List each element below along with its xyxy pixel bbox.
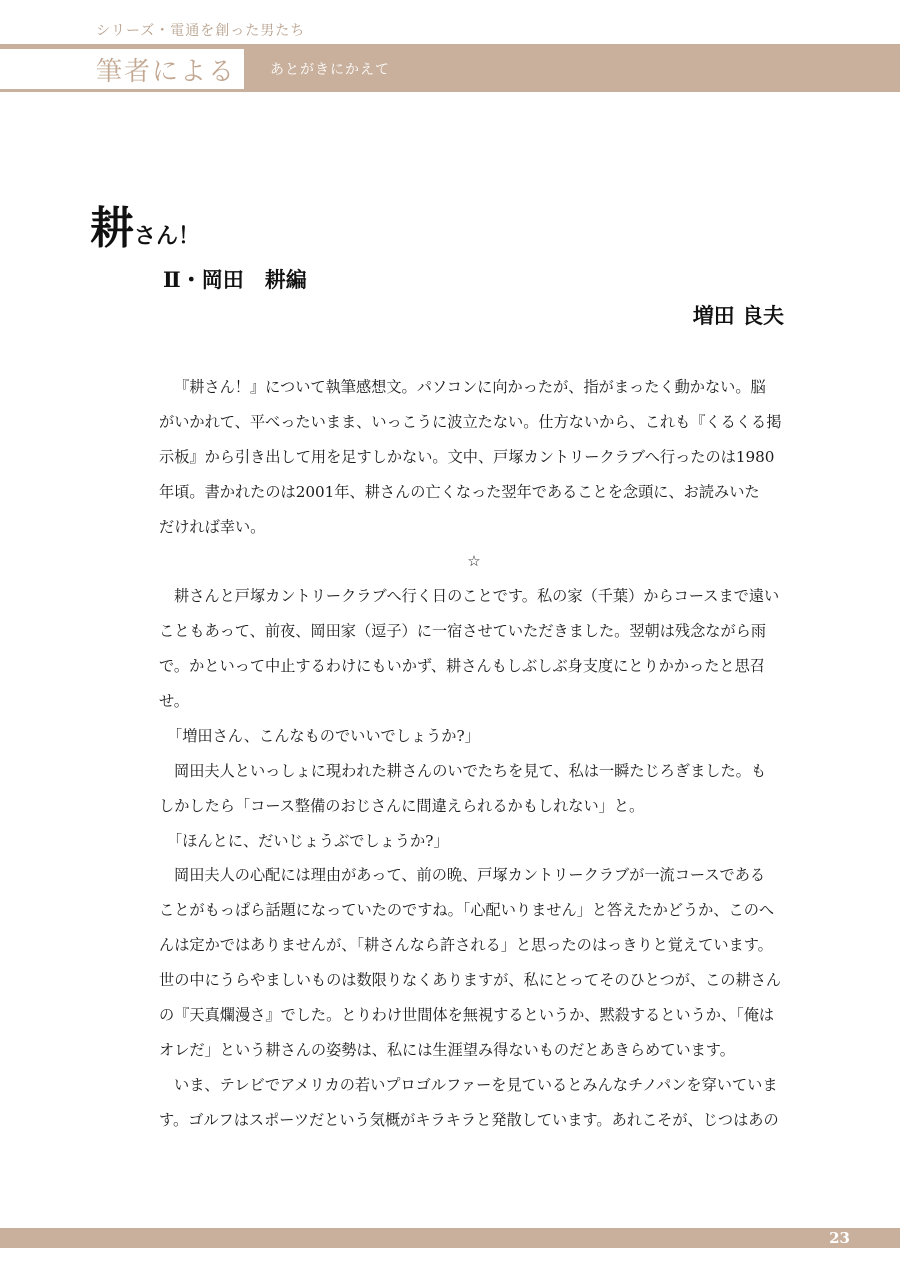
section-divider-star: ☆ bbox=[467, 552, 481, 571]
header-band bbox=[0, 44, 900, 92]
body-line: 世の中にうらやましいものは数限りなくありますが、私にとってそのひとつが、この耕さん bbox=[159, 971, 782, 990]
body-line: いま、テレビでアメリカの若いプロゴルファーを見ているとみんなチノパンを穿いていま bbox=[174, 1075, 778, 1094]
series-title: シリーズ・電通を創った男たち bbox=[96, 23, 306, 39]
body-line: しかしたら「コース整備のおじさんに間違えられるかもしれない」と。 bbox=[159, 796, 645, 815]
body-line: 耕さんと戸塚カントリークラブへ行く日のことです。私の家（千葉）からコースまで遠い bbox=[174, 587, 780, 606]
article-body bbox=[159, 370, 789, 1138]
footer-band bbox=[0, 1228, 900, 1248]
body-line: オレだ」という耕さんの姿勢は、私には生涯望み得ないものだとあきらめています。 bbox=[159, 1040, 735, 1059]
body-line: がいかれて、平べったいまま、いっこうに波立たない。仕方ないから、これも『くるくる掲 bbox=[159, 412, 782, 431]
body-line: で。かといって中止するわけにもいかず、耕さんもしぶしぶ身支度にとりかかったと思召 bbox=[159, 657, 765, 676]
body-line: んは定かではありませんが、「耕さんなら許される」と思ったのはっきりと覚えています。 bbox=[159, 936, 773, 955]
body-line: 「ほんとに、だいじょうぶでしょうか?」 bbox=[167, 831, 449, 850]
section-box bbox=[0, 48, 244, 90]
body-line: 岡田夫人といっしょに現われた耕さんのいでたちを見て、私は一瞬たじろぎました。も bbox=[174, 761, 767, 780]
body-line: の『天真爛漫さ』でした。とりわけ世間体を無視するというか、黙殺するというか、「俺は bbox=[159, 1006, 775, 1025]
body-line: 『耕さん！』について執筆感想文。パソコンに向かったが、指がまったく動かない。脳 bbox=[174, 378, 766, 396]
article-title bbox=[90, 192, 200, 256]
subsection-label: あとがきにかえて bbox=[270, 62, 390, 78]
body-line: だければ幸い。 bbox=[159, 517, 266, 536]
body-line: す。ゴルフはスポーツだという気概がキラキラと発散しています。あれこそが、じつはあの bbox=[159, 1110, 779, 1129]
section-label: 筆者による bbox=[96, 57, 237, 87]
body-line: 年頃。書かれたのは2001年、耕さんの亡くなった翌年であることを念頭に、お読みいた bbox=[159, 482, 760, 501]
author-name: 増田 良夫 bbox=[692, 303, 784, 328]
body-line: せ。 bbox=[159, 692, 189, 711]
body-line: 岡田夫人の心配には理由があって、前の晩、戸塚カントリークラブが一流コースである bbox=[174, 866, 766, 885]
page-number: 23 bbox=[829, 1229, 850, 1247]
body-line: 「増田さん、こんなものでいいでしょうか?」 bbox=[167, 726, 480, 745]
article-title-suffix: さん！ bbox=[134, 223, 201, 249]
body-line: ことがもっぱら話題になっていたのですね。「心配いりません」と答えたかどうか、このへ bbox=[159, 901, 775, 920]
body-line: 示板』から引き出して用を足すしかない。文中、戸塚カントリークラブへ行ったのは1980 bbox=[159, 447, 775, 466]
article-title-main: 耕 bbox=[90, 203, 134, 254]
article-subtitle: Ⅱ・岡田 耕編 bbox=[163, 267, 307, 292]
body-line: こともあって、前夜、岡田家（逗子）に一宿させていただきました。翌朝は残念ながら雨 bbox=[159, 622, 767, 641]
